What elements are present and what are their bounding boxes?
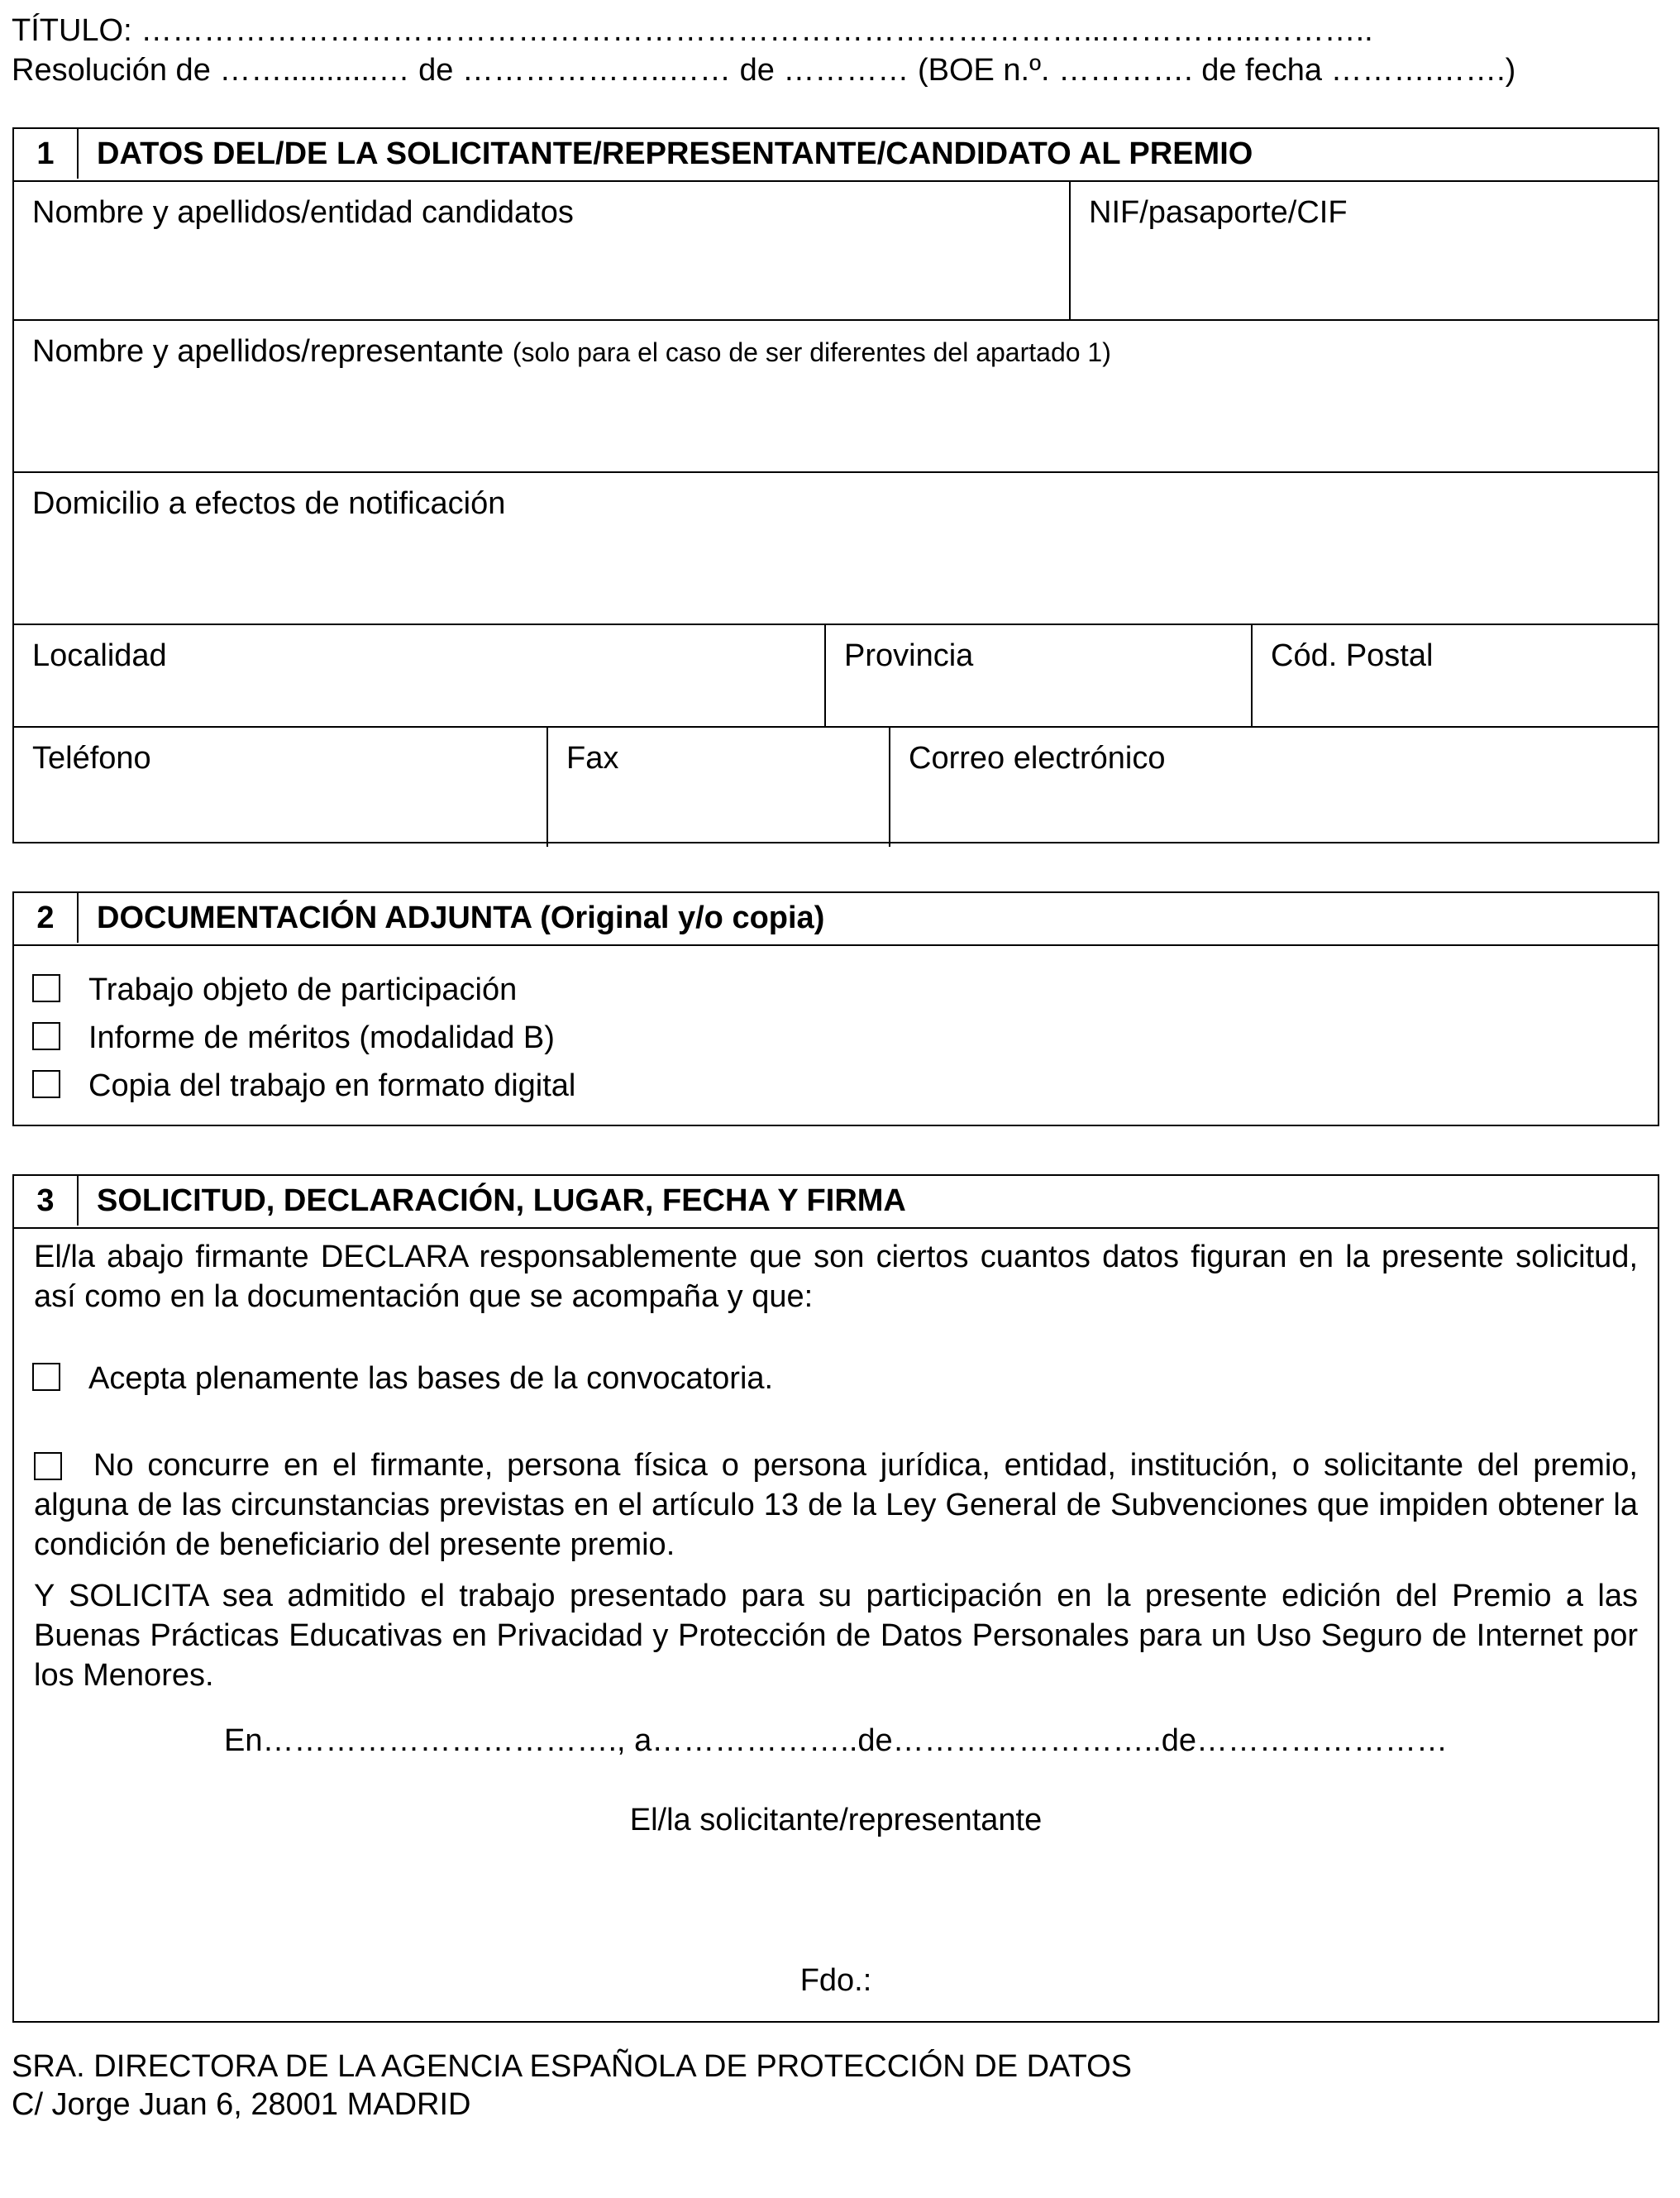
field-correo-label: Correo electrónico (909, 741, 1166, 776)
lugar-fecha-line: En……………………………., a………………..de……………………..de…………………… (223, 1723, 1449, 1758)
field-nif[interactable] (1069, 182, 1658, 319)
section-3-title: SOLICITUD, DECLARACIÓN, LUGAR, FECHA Y FIRMA (97, 1183, 906, 1218)
declara-paragraph: El/la abajo firmante DECLARA responsablemente que son ciertos cuantos datos figuran en la presente solicitud, así como en la documentación que se acompaña y que: (34, 1240, 1638, 1314)
checkbox-acepta[interactable] (32, 1363, 60, 1391)
doc-item-copia[interactable] (32, 1067, 575, 1105)
titulo-line: TÍTULO: ………………………………………………………………………………...…………...……….. (12, 13, 1373, 48)
doc-item-trabajo-label: Trabajo objeto de participación (88, 972, 518, 1007)
row-domicilio (14, 473, 1658, 625)
field-telefono-label: Teléfono (32, 741, 151, 776)
field-domicilio-label: Domicilio a efectos de notificación (32, 486, 506, 521)
section-1-title: DATOS DEL/DE LA SOLICITANTE/REPRESENTANTE/CANDIDATO AL PREMIO (97, 136, 1253, 171)
section-3-number: 3 (14, 1176, 79, 1226)
field-provincia-label: Provincia (844, 638, 974, 673)
check-acepta-label: Acepta plenamente las bases de la convocatoria. (88, 1361, 774, 1396)
field-nombre-representante[interactable] (14, 321, 1658, 471)
field-fax[interactable] (546, 728, 889, 847)
field-nombre-representante-label: Nombre y apellidos/representante (32, 334, 504, 369)
field-correo[interactable] (889, 728, 1658, 847)
field-telefono[interactable] (14, 728, 546, 847)
section-1-box (12, 127, 1659, 843)
doc-item-informe[interactable] (32, 1019, 555, 1057)
field-nombre-entidad-label: Nombre y apellidos/entidad candidatos (32, 195, 574, 230)
checkbox-informe[interactable] (32, 1022, 60, 1050)
check-no-concurre[interactable] (34, 1445, 1638, 1565)
section-1-number: 1 (14, 129, 79, 179)
resolucion-line: Resolución de ……...........… de ………………..…… de ………… (BOE n.º. …………. de fecha ……….…….) (12, 53, 1516, 88)
checkbox-copia[interactable] (32, 1070, 60, 1098)
row-representante (14, 321, 1658, 473)
check-no-concurre-label: No concurre en el firmante, persona física o persona jurídica, entidad, institución, o solicitante del premio, alguna de las circunstancias previstas en el artículo 13 de la Ley General de Subvenciones que impiden obtener la condición de beneficiario del presente premio. (34, 1448, 1638, 1562)
field-cod-postal-label: Cód. Postal (1271, 638, 1434, 673)
row-nombre-nif (14, 182, 1658, 321)
field-localidad-label: Localidad (32, 638, 167, 673)
footer-direccion: C/ Jorge Juan 6, 28001 MADRID (12, 2087, 471, 2122)
footer-directora: SRA. DIRECTORA DE LA AGENCIA ESPAÑOLA DE PROTECCIÓN DE DATOS (12, 2049, 1132, 2084)
doc-item-trabajo[interactable] (32, 971, 517, 1009)
field-localidad[interactable] (14, 625, 824, 726)
field-cod-postal[interactable] (1251, 625, 1658, 726)
section-1-header (14, 129, 1658, 182)
checkbox-no-concurre[interactable] (34, 1452, 62, 1480)
section-2-box (12, 891, 1659, 1126)
row-contacto (14, 728, 1658, 847)
section-2-title: DOCUMENTACIÓN ADJUNTA (Original y/o copia) (97, 901, 825, 935)
section-2-header (14, 893, 1658, 946)
doc-item-informe-label: Informe de méritos (modalidad B) (88, 1020, 555, 1055)
field-provincia[interactable] (824, 625, 1251, 726)
solicita-paragraph: Y SOLICITA sea admitido el trabajo presentado para su participación en la presente edición del Premio a las Buenas Prácticas Educativas en Privacidad y Protección de Datos Personales para un Uso Seguro de Internet por los Menores. (34, 1579, 1638, 1693)
section-2-number: 2 (14, 893, 79, 943)
field-domicilio[interactable] (14, 473, 1658, 624)
field-nombre-representante-note: (solo para el caso de ser diferentes del apartado 1) (512, 337, 1111, 367)
field-nif-label: NIF/pasaporte/CIF (1089, 195, 1348, 230)
doc-item-copia-label: Copia del trabajo en formato digital (88, 1068, 576, 1103)
fdo-label: Fdo.: (799, 1963, 872, 1998)
firmante-label: El/la solicitante/representante (629, 1803, 1043, 1837)
row-localidad (14, 625, 1658, 728)
section-3-box (12, 1174, 1659, 2023)
field-nombre-entidad[interactable] (14, 182, 1069, 319)
section-3-header (14, 1176, 1658, 1229)
field-fax-label: Fax (566, 741, 619, 776)
checkbox-trabajo[interactable] (32, 974, 60, 1002)
check-acepta[interactable] (32, 1359, 773, 1398)
